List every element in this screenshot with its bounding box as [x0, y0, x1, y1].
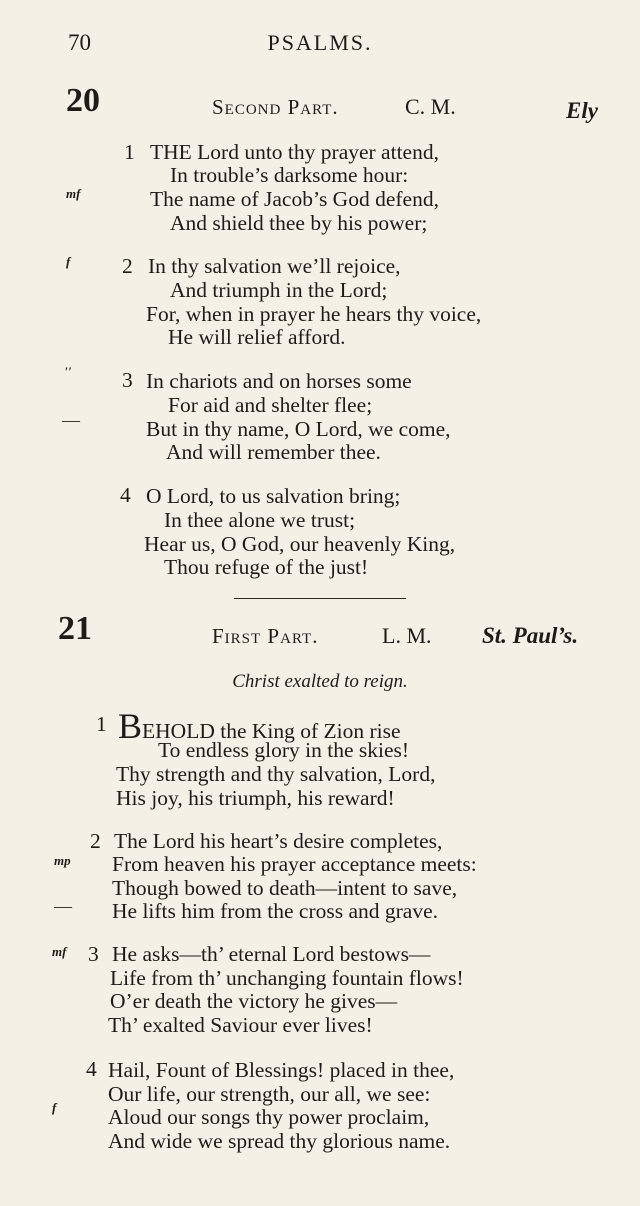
hymn-20-part: Second Part. — [212, 95, 339, 119]
verse-line: He asks—th’ eternal Lord bestows— — [112, 942, 431, 966]
verse-line: Thou refuge of the just! — [164, 555, 369, 579]
verse-line: In thy salvation we’ll rejoice, — [148, 254, 401, 278]
verse-line: Life from th’ unchanging fountain flows! — [110, 966, 464, 990]
verse-line: His joy, his triumph, his reward! — [116, 786, 395, 810]
verse-line: And shield thee by his power; — [170, 211, 428, 235]
verse-line: He lifts him from the cross and grave. — [112, 899, 438, 923]
verse-line: O Lord, to us salvation bring; — [146, 484, 401, 508]
page-number: 70 — [68, 30, 91, 55]
verse-number: 3 — [88, 942, 99, 966]
breath-mark: '' — [64, 364, 72, 379]
section-divider — [234, 598, 406, 599]
verse-number: 2 — [122, 254, 133, 278]
verse-line: From heaven his prayer acceptance meets: — [112, 852, 477, 876]
hymn-21-subtitle: Christ exalted to reign. — [232, 671, 408, 692]
verse-line: He will relief afford. — [168, 325, 346, 349]
dynamic-mark: mf — [66, 186, 81, 201]
verse-number: 4 — [120, 483, 131, 507]
verse-line: THE Lord unto thy prayer attend, — [150, 140, 439, 164]
dash-mark: — — [54, 896, 72, 916]
verse-line: Thy strength and thy salvation, Lord, — [116, 762, 436, 786]
verse-number: 1 — [96, 712, 107, 736]
verse-line: Aloud our songs thy power proclaim, — [108, 1105, 430, 1129]
hymn-21-number: 21 — [58, 610, 92, 647]
dash-mark: — — [62, 410, 80, 430]
dynamic-mark: f — [52, 1100, 57, 1115]
verse-line: To endless glory in the skies! — [158, 738, 410, 762]
hymn-20-meter: C. M. — [405, 94, 456, 119]
verse-line: For aid and shelter flee; — [168, 393, 373, 417]
verse-number: 3 — [122, 368, 133, 392]
hymn-20-number: 20 — [66, 82, 100, 119]
verse-line: The Lord his heart’s desire completes, — [114, 829, 443, 853]
verse-line-rest: EHOLD the King of Zion rise — [142, 719, 401, 743]
verse-line: And triumph in the Lord; — [170, 278, 388, 302]
drop-cap: B — [118, 706, 143, 746]
verse-line: O’er death the victory he gives— — [110, 989, 398, 1013]
verse-line: Our life, our strength, our all, we see: — [108, 1082, 431, 1106]
hymn-21-tune: St. Paul’s. — [482, 623, 579, 648]
verse-line: Hear us, O God, our heavenly King, — [144, 532, 456, 556]
verse-line: In trouble’s darksome hour: — [170, 163, 409, 187]
verse-line: In chariots and on horses some — [146, 369, 412, 393]
hymn-20-tune: Ely — [566, 98, 598, 123]
dynamic-mark: mf — [52, 944, 67, 959]
running-head: PSALMS. — [267, 30, 373, 55]
hymn-21-meter: L. M. — [382, 623, 432, 648]
verse-line: And wide we spread thy glorious name. — [108, 1129, 451, 1153]
verse-number: 1 — [124, 140, 135, 164]
hymn-21-part: First Part. — [212, 624, 319, 648]
verse-line: Though bowed to death—intent to save, — [112, 876, 458, 900]
verse-line: In thee alone we trust; — [164, 508, 356, 532]
verse-line: But in thy name, O Lord, we come, — [146, 417, 451, 441]
verse-number: 4 — [86, 1057, 97, 1081]
dynamic-mark: mp — [54, 853, 71, 868]
verse-number: 2 — [90, 829, 101, 853]
dynamic-mark: f — [66, 254, 71, 269]
verse-line: Hail, Fount of Blessings! placed in thee, — [108, 1058, 455, 1082]
verse-line: And will remember thee. — [166, 440, 381, 464]
verse-line: Th’ exalted Saviour ever lives! — [108, 1013, 373, 1037]
verse-line: The name of Jacob’s God defend, — [150, 187, 439, 211]
verse-line: For, when in prayer he hears thy voice, — [146, 302, 482, 326]
